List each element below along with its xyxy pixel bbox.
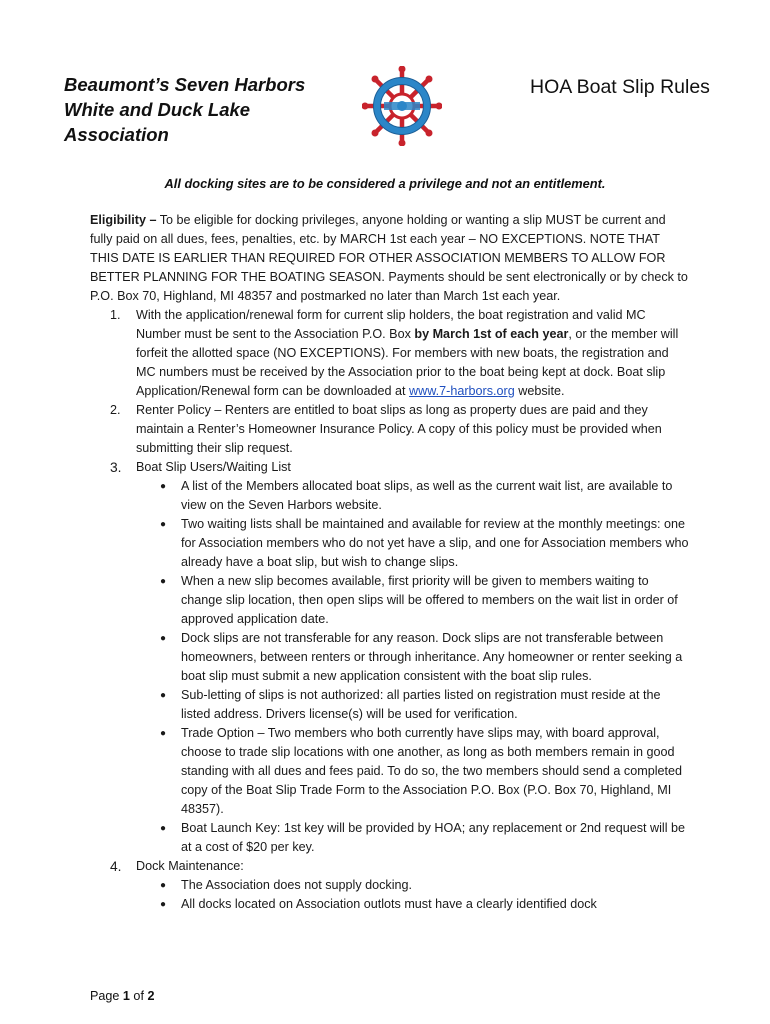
list-item <box>136 572 690 629</box>
rule-item-2 <box>90 401 690 458</box>
rule-text: Renter Policy – Renters are entitled to boat slips as long as property dues are paid and they maintain a Renter’s Homeowner Insurance Policy. A copy of this policy must be provided when submitting their slip request. <box>136 403 662 455</box>
page-number <box>90 989 154 1003</box>
rules-body <box>90 211 690 914</box>
eligibility-paragraph <box>90 211 690 306</box>
org-line-2: White and Duck Lake <box>64 99 251 120</box>
total-pages: 2 <box>147 989 155 1003</box>
bullet-text: All docks located on Association outlots must have a clearly identified dock <box>181 897 597 911</box>
bullet-icon: ● <box>160 519 167 530</box>
bullet-icon: ● <box>160 633 167 644</box>
bullet-text: A list of the Members allocated boat slips, as well as the current wait list, are available to view on the Seven Harbors website. <box>181 479 673 512</box>
current-page: 1 <box>122 989 130 1003</box>
bullet-text: Sub-letting of slips is not authorized: all parties listed on registration must reside at the listed address. Drivers license(s) will be used for verification. <box>181 688 661 721</box>
bullet-icon: ● <box>160 481 167 492</box>
rule-number: 4. <box>110 859 122 874</box>
page-prefix: Page <box>90 989 123 1003</box>
list-item <box>136 819 690 857</box>
bullet-text: Two waiting lists shall be maintained and available for review at the monthly meetings: one for Association members who do not yet have a slip, and one for Association members who already have a boat slip, but wish to change slips. <box>181 517 689 569</box>
rules-list <box>90 306 690 914</box>
page-of: of <box>129 989 148 1003</box>
waiting-list-bullets <box>136 477 690 857</box>
list-item <box>136 895 690 914</box>
document-title: HOA Boat Slip Rules <box>530 76 710 98</box>
tagline: All docking sites are to be considered a privilege and not an entitlement. <box>164 176 606 191</box>
deadline-emphasis: by March 1st of each year <box>414 327 569 341</box>
bullet-icon: ● <box>160 880 167 891</box>
rule-item-1 <box>90 306 690 401</box>
rule-item-3 <box>90 458 690 857</box>
rule-item-4 <box>90 857 690 914</box>
bullet-text: Dock slips are not transferable for any reason. Dock slips are not transferable between homeowners, between renters or through inheritance. Any homeowner or renter seeking a boat slip must submit a new application consistent with the boat slip rules. <box>181 631 683 683</box>
eligibility-text: To be eligible for docking privileges, anyone holding or wanting a slip MUST be current and fully paid on all dues, fees, penalties, etc. by MARCH 1st each year – NO EXCEPTIONS. NOTE THAT THIS DATE IS EARLIER THAN REQUIRED FOR OTHER ASSOCIATION MEMBERS TO ALLOW FOR BETTER PLANNING FOR THE BOATING SEASON. Payments should be sent electronically or by check to P.O. Box 70, Highland, MI 48357 and postmarked no later than March 1st each year. <box>90 213 688 303</box>
rule-number: 3. <box>110 460 122 475</box>
bullet-text: Boat Launch Key: 1st key will be provided by HOA; any replacement or 2nd request will be at a cost of $20 per key. <box>181 821 686 854</box>
dock-maintenance-bullets <box>136 876 690 914</box>
list-item <box>136 724 690 819</box>
rule-text: With the application/renewal form for current slip holders, the boat registration and valid MC Number must be sent to the Association P.O. Box <box>136 308 646 341</box>
ship-wheel-logo-icon <box>362 66 442 146</box>
bullet-icon: ● <box>160 728 167 739</box>
rule-text-cont: , or the member will forfeit the allotted space (NO EXCEPTIONS). For members with new boats, the registration and MC numbers must be received by the Association prior to the boat being kept at dock. Boat slip Application/Renewal form can be downloaded at <box>136 327 679 398</box>
org-line-3: Association <box>64 124 169 145</box>
list-item <box>136 515 690 572</box>
list-item <box>136 477 690 515</box>
bullet-icon: ● <box>160 690 167 701</box>
eligibility-label: Eligibility – <box>90 213 157 227</box>
rule-number: 2. <box>110 403 121 417</box>
org-line-1: Beaumont’s Seven Harbors <box>64 74 306 95</box>
website-link[interactable]: www.7-harbors.org <box>409 384 515 398</box>
organization-name <box>64 72 305 147</box>
list-item <box>136 629 690 686</box>
list-item <box>136 686 690 724</box>
bullet-icon: ● <box>160 899 167 910</box>
bullet-text: The Association does not supply docking. <box>181 878 413 892</box>
bullet-icon: ● <box>160 823 167 834</box>
rule-text: Dock Maintenance: <box>136 859 244 873</box>
list-item <box>136 876 690 895</box>
rule-number: 1. <box>110 308 121 322</box>
rule-text: Boat Slip Users/Waiting List <box>136 460 291 474</box>
bullet-text: Trade Option – Two members who both currently have slips may, with board approval, choose to trade slip locations with one another, as long as both members remain in good standing with all dues and fees paid. To do so, the two members should send a completed copy of the Boat Slip Trade Form to the Association P.O. Box (P.O. Box 70, Highland, MI 48357). <box>181 726 683 816</box>
bullet-icon: ● <box>160 576 167 587</box>
rule-text-end: website. <box>514 384 565 398</box>
bullet-text: When a new slip becomes available, first priority will be given to members waiting to change slip location, then open slips will be offered to members on the wait list in order of approved application date. <box>181 574 678 626</box>
